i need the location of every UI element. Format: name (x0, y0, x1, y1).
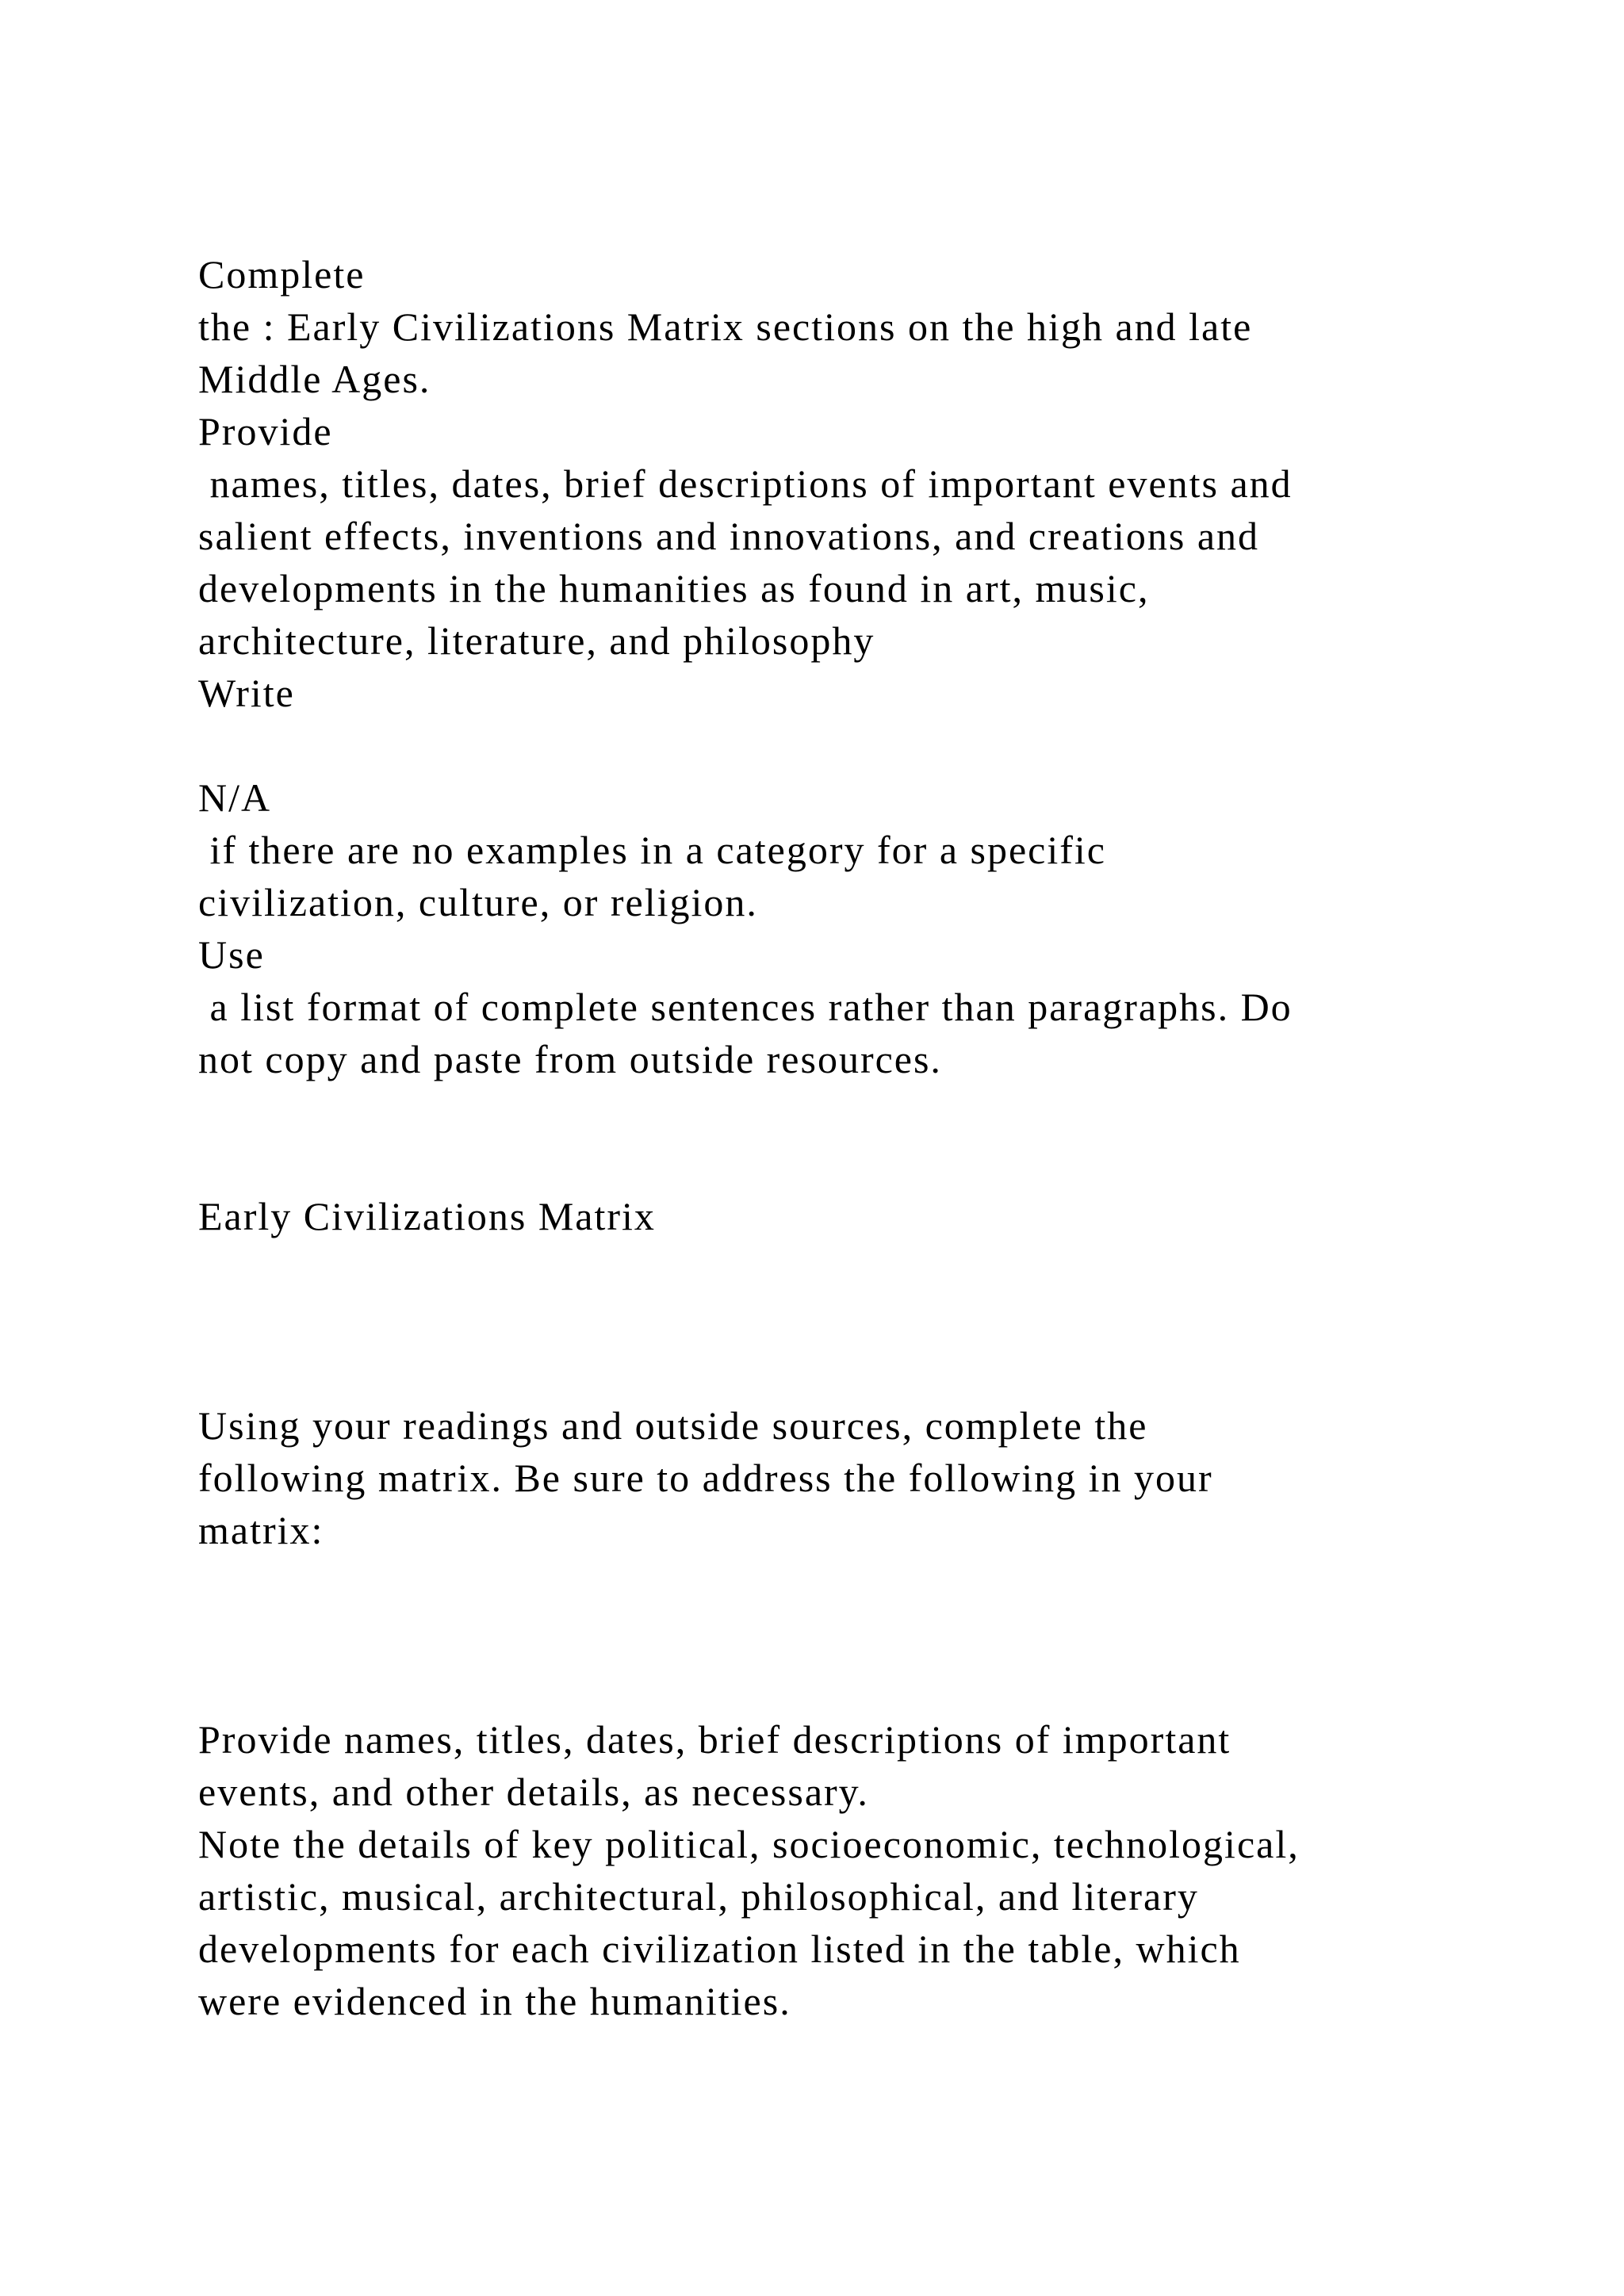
text-line: civilization, culture, or religion. (198, 880, 758, 924)
text-line: events, and other details, as necessary. (198, 1770, 869, 1814)
text-line: not copy and paste from outside resources. (198, 1037, 942, 1081)
text-line: Note the details of key political, socioeconomic, technological, (198, 1822, 1300, 1866)
text-line: Provide (198, 409, 333, 453)
text-line: Middle Ages. (198, 357, 431, 401)
text-line: architecture, literature, and philosophy (198, 618, 875, 663)
text-line: names, titles, dates, brief descriptions of important events and (198, 461, 1293, 506)
text-line: Complete (198, 252, 366, 297)
text-line: salient effects, inventions and innovations, and creations and (198, 514, 1260, 558)
section-title: Early Civilizations Matrix (198, 1194, 656, 1238)
text-line: artistic, musical, architectural, philosophical, and literary (198, 1874, 1199, 1919)
text-line: if there are no examples in a category for a specific (198, 828, 1106, 872)
text-line: Provide names, titles, dates, brief descriptions of important (198, 1717, 1231, 1762)
text-line: Using your readings and outside sources, complete the (198, 1403, 1148, 1448)
text-line: a list format of complete sentences rather than paragraphs. Do (198, 985, 1293, 1029)
text-line: N/A (198, 775, 272, 820)
text-line: matrix: (198, 1508, 324, 1552)
text-line: developments in the humanities as found in art, music, (198, 566, 1150, 610)
text-line: Write (198, 671, 295, 715)
text-line: the : Early Civilizations Matrix sections on the high and late (198, 304, 1253, 349)
text-line: Use (198, 932, 265, 977)
text-line: developments for each civilization listed in the table, which (198, 1927, 1241, 1971)
text-line: were evidenced in the humanities. (198, 1979, 791, 2023)
text-line: following matrix. Be sure to address the following in your (198, 1456, 1213, 1500)
